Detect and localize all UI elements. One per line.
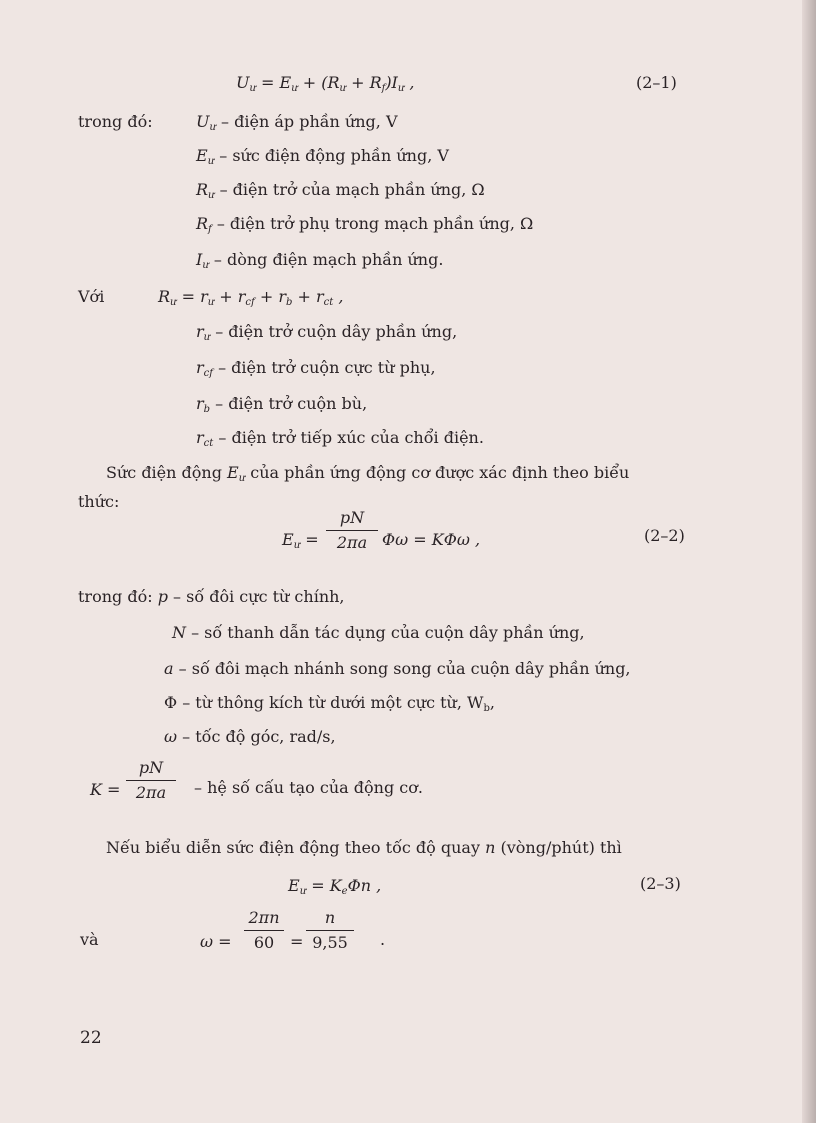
var-symbol: I — [196, 250, 203, 269]
equation-2-2-number: (2–2) — [644, 526, 685, 545]
var-description: – điện trở cuộn bù, — [215, 394, 368, 413]
var-description: – sức điện động phần ứng, V — [219, 146, 449, 165]
r-var-item — [196, 322, 457, 342]
var-description: – từ thông kích từ dưới một cực từ, W — [182, 693, 484, 712]
eq2-var-item: Φ – từ thông kích từ dưới một cực từ, $W_b$, — [164, 693, 495, 714]
fraction-pN-2pia: pN 2πa — [326, 508, 378, 553]
page-number: 22 — [80, 1028, 102, 1048]
paragraph-speed: Nếu biểu diễn sức điện động theo tốc độ quay n (vòng/phút) thì — [106, 838, 622, 857]
var-item-e — [196, 146, 449, 166]
var-item-i — [196, 250, 443, 270]
var-item-r — [196, 180, 485, 200]
equation-2-3: $E_ư = K_e\Phi n$ , — [288, 876, 382, 897]
var-symbol: r — [196, 358, 204, 377]
text: (vòng/phút) thì — [500, 838, 622, 857]
var-subscript: ư — [207, 156, 215, 167]
label-trong-do: trong đó: — [78, 587, 153, 606]
text: của phần ứng động cơ được xác định theo biểu — [250, 463, 630, 482]
r-var-item — [196, 394, 367, 414]
var-symbol: a — [164, 659, 174, 678]
equation-r-sum: $R_ư = r_ư + r_{cf} + r_b + r_{ct}$ , — [158, 287, 344, 308]
eq2-var-item — [172, 623, 585, 643]
fraction-k: pN 2πa — [126, 758, 176, 803]
equation-2-2-rhs: Φω = KΦω , — [382, 530, 481, 549]
label-va: và — [80, 930, 99, 949]
label-trong-do: trong đó: — [78, 112, 153, 131]
paragraph-continuation: thức: — [78, 492, 120, 511]
text: Nếu biểu diễn sức điện động theo tốc độ quay — [106, 838, 480, 857]
var-symbol: r — [196, 428, 204, 447]
var-description: – tốc độ góc, rad/s, — [182, 727, 336, 746]
var-description: – số đôi mạch nhánh song song của cuộn dây phần ứng, — [178, 659, 631, 678]
var-description: – điện trở tiếp xúc của chổi điện. — [218, 428, 484, 447]
var-subscript: f — [208, 224, 212, 235]
var-description: – số thanh dẫn tác dụng của cuộn dây phần ứng, — [191, 623, 585, 642]
r-var-item — [196, 358, 436, 378]
var-description: – điện trở của mạch phần ứng, Ω — [219, 180, 485, 199]
eq2-var-item — [164, 659, 631, 679]
k-def-description: – hệ số cấu tạo của động cơ. — [194, 778, 423, 797]
eq2-first-var — [78, 587, 345, 607]
var-symbol: r — [196, 322, 204, 341]
var-subscript: ư — [203, 332, 211, 343]
equation-2-2-lhs: $E_ư$ = — [282, 530, 319, 551]
var-subscript: cf — [203, 368, 213, 379]
var-description: – điện trở phụ trong mạch phần ứng, Ω — [216, 214, 534, 233]
var-description: – điện áp phần ứng, V — [221, 112, 398, 131]
equation-2-1: $U_ư = E_ư + (R_ư + R_f)I_ư$ , — [236, 73, 415, 94]
period: . — [380, 930, 386, 949]
var-symbol: r — [196, 394, 204, 413]
var-symbol: N — [172, 623, 186, 642]
r-var-item — [196, 428, 484, 448]
fraction-2pin-60: 2πn 60 — [244, 908, 284, 953]
page-edge-shadow — [802, 0, 816, 1123]
omega-lhs: ω = — [200, 932, 232, 951]
equation-2-1-number: (2–1) — [636, 73, 677, 92]
var-symbol: U — [196, 112, 210, 131]
var-description: – điện trở cuộn cực từ phụ, — [218, 358, 436, 377]
var-symbol: ω — [164, 727, 178, 746]
equals-sign: = — [290, 932, 304, 951]
var-description: – số đôi cực từ chính, — [173, 587, 345, 606]
var-subscript: b — [203, 404, 211, 415]
denominator-955: 9,55 — [312, 933, 348, 952]
denominator-60: 60 — [253, 933, 275, 952]
label-voi: Với — [78, 287, 105, 306]
var-subscript: ư — [209, 122, 216, 133]
var-subscript: ct — [203, 438, 214, 449]
var-subscript: ư — [202, 260, 209, 271]
var-description: – điện trở cuộn dây phần ứng, — [215, 322, 458, 341]
var-symbol: p — [157, 587, 168, 606]
var-description: – dòng điện mạch phần ứng. — [213, 250, 444, 269]
var-symbol: R — [196, 214, 209, 233]
var-item-rf — [196, 214, 533, 234]
equation-2-3-number: (2–3) — [640, 874, 681, 893]
var-symbol: Φ — [164, 693, 178, 712]
var-symbol: R — [196, 180, 209, 199]
text: Sức điện động — [106, 463, 222, 482]
eq2-var-item — [164, 727, 336, 747]
var-symbol: E — [196, 146, 208, 165]
k-def-lhs: K = — [90, 780, 121, 799]
var-item-u — [196, 112, 398, 132]
var-subscript: ư — [208, 190, 215, 201]
fraction-n-955: n 9,55 — [306, 908, 354, 953]
paragraph-emf-intro: Sức điện động $E_ư$ của phần ứng động cơ được xác định theo biểu — [106, 463, 630, 484]
